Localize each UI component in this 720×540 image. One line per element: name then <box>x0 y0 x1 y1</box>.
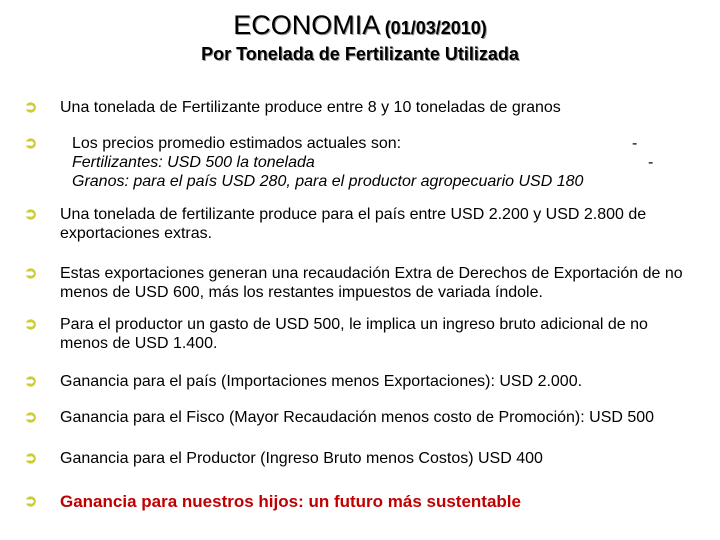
bullet-text: Ganancia para el Fisco (Mayor Recaudación menos costo de Promoción): USD 500 <box>60 409 655 426</box>
dash-mark: - <box>648 154 654 171</box>
bullet-item-3 <box>24 205 696 243</box>
arrow-right-icon: ➲ <box>24 265 38 282</box>
bullet-text: Estas exportaciones generan una recaudación Extra de Derechos de Exportación de no menos de USD 600, más los restantes impuestos de variada índole. <box>60 265 683 301</box>
arrow-right-icon: ➲ <box>24 493 38 510</box>
bullet-text: Para el productor un gasto de USD 500, le implica un ingreso bruto adicional de no menos de USD 1.400. <box>60 316 648 352</box>
bullet-text: Una tonelada de fertilizante produce para el país entre USD 2.200 y USD 2.800 de exportaciones extras. <box>60 206 647 242</box>
arrow-right-icon: ➲ <box>24 316 38 333</box>
title-main: ECONOMIA <box>233 10 381 40</box>
bullet-text: Ganancia para el Productor (Ingreso Bruto menos Costos) USD 400 <box>60 450 543 467</box>
bullet-text <box>72 134 696 191</box>
fertilizer-price: Fertilizantes: USD 500 la tonelada <box>72 154 315 171</box>
bullet-text: Ganancia para el país (Importaciones menos Exportaciones): USD 2.000. <box>60 373 583 390</box>
arrow-right-icon: ➲ <box>24 450 38 467</box>
slide-subtitle: Por Tonelada de Fertilizante Utilizada <box>201 44 519 64</box>
bullet-item-7 <box>24 408 696 427</box>
prices-intro: Los precios promedio estimados actuales son: <box>72 135 402 152</box>
bullet-item-6 <box>24 372 696 391</box>
dash-mark: - <box>632 135 638 152</box>
grain-price: Granos: para el país USD 280, para el productor agropecuario USD 180 <box>72 173 584 190</box>
bullet-item-4 <box>24 264 696 302</box>
bullet-item-1 <box>24 98 696 117</box>
arrow-right-icon: ➲ <box>24 99 38 116</box>
bullet-item-8 <box>24 449 696 468</box>
bullet-item-2 <box>24 134 696 191</box>
title-date: (01/03/2010) <box>384 18 487 38</box>
bullet-item-5 <box>24 315 696 353</box>
slide-title <box>0 10 720 41</box>
bullet-text: Una tonelada de Fertilizante produce entre 8 y 10 toneladas de granos <box>60 99 561 116</box>
arrow-right-icon: ➲ <box>24 373 38 390</box>
bullet-text-highlight: Ganancia para nuestros hijos: un futuro más sustentable <box>60 492 521 511</box>
bullet-item-9 <box>24 492 696 511</box>
arrow-right-icon: ➲ <box>24 206 38 223</box>
arrow-right-icon: ➲ <box>24 135 38 152</box>
arrow-right-icon: ➲ <box>24 409 38 426</box>
